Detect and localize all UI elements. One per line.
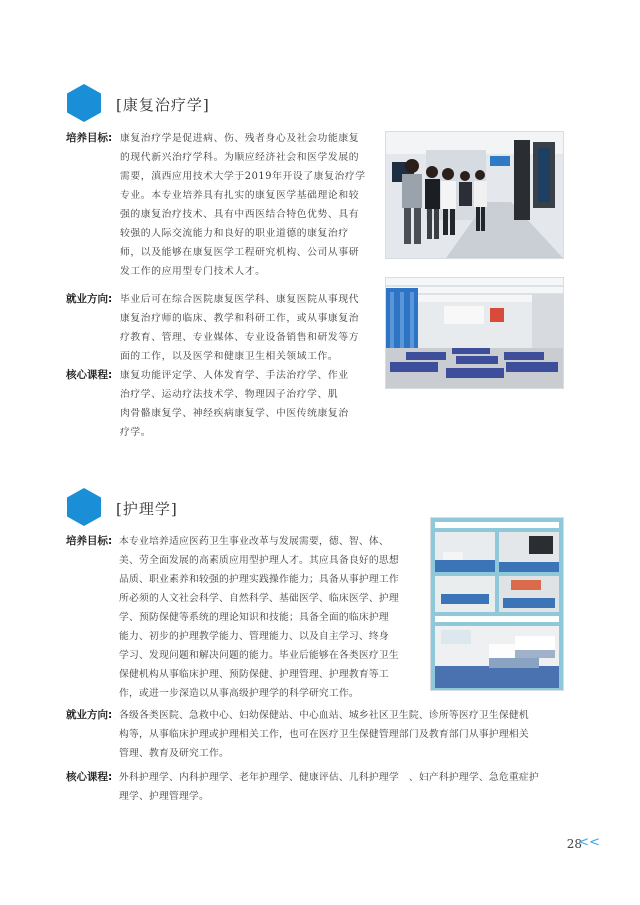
nursing-courses-block [66, 768, 576, 806]
rehab-training-room-photo [385, 277, 564, 389]
nursing-employment-block [66, 706, 576, 763]
training-goal-label: 培养目标: [66, 132, 113, 144]
employment-label: 就业方向: [66, 293, 113, 305]
employment-label: 就业方向: [66, 709, 113, 721]
rehab-courses-block [66, 366, 376, 442]
rehab-employment-block [66, 290, 376, 366]
training-goal-text: 本专业培养适应医药卫生事业改革与发展需要，德、智、体、 美、劳全面发展的高素质应用型护理人才。其应具备良好的思想 品质、职业素养和较强的护理实践操作能力；具备从事护理工作 所必须的人文社会科学、自然科学、基础医学、临床医学、护理 学、预防保健等系统的理论知识和技能；具备全面的临床护理 能力、初步的护理教学能力、管理能力、以及自主学习、终身 学习、发现问题和解决问题的能力。毕业后能够在各类医疗卫生 保健机构从事临床护理、预防保健、护理管理、护理教育等工 作，或进一步深造以从事高级护理学的科学研究工作。 [119, 536, 399, 699]
courses-label: 核心课程: [66, 771, 113, 783]
training-goal-label: 培养目标: [66, 535, 113, 547]
rehab-visit-photo [385, 131, 564, 259]
training-goal-text: 康复治疗学是促进病、伤、残者身心及社会功能康复 的现代新兴治疗学科。为顺应经济社会和医学发展的 需要，滇西应用技术大学于2019年开设了康复治疗学 专业。本专业培养具有扎实的康复医学基础理论和较 强的康复治疗技术、具有中西医结合特色优势、具有 较强的人际交流能力和良好的职业道德的康复治疗 师，以及能够在康复医学工程研究机构、公司从事研 发工作的应用型专门技术人才。 [120, 133, 366, 277]
section-title-rehab: [康复治疗学] [116, 96, 210, 114]
page-number: 28 [566, 837, 582, 851]
nursing-ward-collage-photo [430, 517, 564, 691]
section-hexagon-icon [67, 84, 101, 122]
employment-text: 各级各类医院、急救中心、妇幼保健站、中心血站、城乡社区卫生院、诊所等医疗卫生保健机 构等，从事临床护理或护理相关工作，也可在医疗卫生保健管理部门及教育部门从事护理相关 管理、教育及研究工作。 [119, 710, 529, 759]
employment-text: 毕业后可在综合医院康复医学科、康复医院从事现代 康复治疗师的临床、教学和科研工作，或从事康复治 疗教育、管理、专业媒体、专业设备销售和研发等方 面的工作，以及医学和健康卫生相关领域工作。 [120, 294, 360, 362]
courses-text: 外科护理学、内科护理学、老年护理学、健康评估、儿科护理学 、妇产科护理学、急危重症护 理学、护理管理学。 [119, 772, 539, 802]
double-left-chevron-icon: << [578, 835, 600, 850]
courses-label: 核心课程: [66, 369, 113, 381]
nursing-training-block [66, 532, 426, 703]
section-hexagon-icon [67, 488, 101, 526]
rehab-training-block [66, 129, 376, 281]
courses-text: 康复功能评定学、人体发育学、手法治疗学、作业 治疗学、运动疗法技术学、物理因子治疗学、肌 肉骨骼康复学、神经疾病康复学、中医传统康复治 疗学。 [120, 370, 349, 438]
section-title-nursing: [护理学] [116, 500, 178, 518]
